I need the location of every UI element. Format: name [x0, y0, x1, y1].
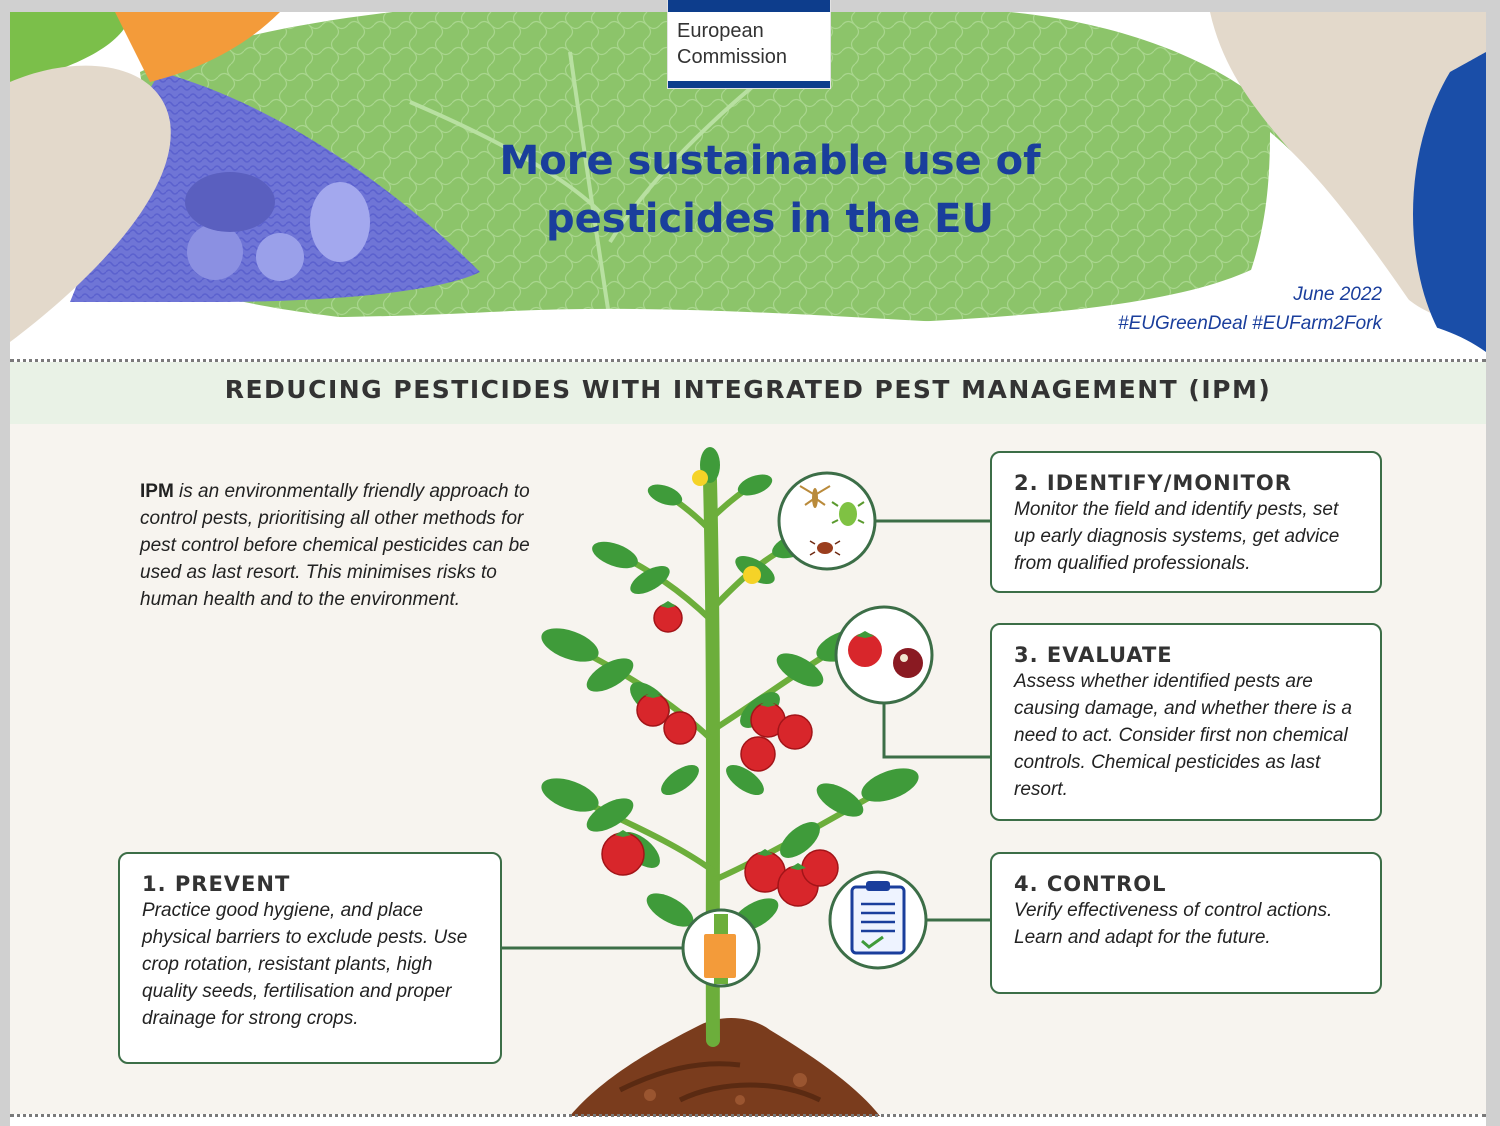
step-control-box — [990, 852, 1382, 994]
step-prevent-text: Practice good hygiene, and place physical barriers to exclude pests. Use crop rotation, resistant plants, high quality seeds, fertilisation and proper drainage for strong crops. — [142, 900, 468, 1029]
intro-term: IPM — [140, 481, 174, 502]
step-evaluate-box — [990, 623, 1382, 821]
step-evaluate-title: 3. EVALUATE — [1014, 643, 1173, 667]
publication-date: June 2022 — [1293, 284, 1382, 305]
step-identify-box — [990, 451, 1382, 593]
logo-text: European Commission — [677, 20, 788, 68]
step-prevent-title: 1. PREVENT — [142, 872, 291, 896]
diseased-tomato-icon — [836, 607, 932, 703]
step-identify-text: Monitor the field and identify pests, set up early diagnosis systems, get advice from qualified professionals. — [1014, 499, 1340, 574]
divider-bottom — [10, 1114, 1486, 1117]
page-title: More sustainable use of pesticides in the EU — [499, 138, 1041, 242]
step-prevent-box — [118, 852, 502, 1064]
step-identify-title: 2. IDENTIFY/MONITOR — [1014, 471, 1292, 495]
stem-barrier-icon — [683, 910, 759, 986]
step-control-text: Verify effectiveness of control actions. Learn and adapt for the future. — [1014, 900, 1333, 948]
clipboard-check-icon — [830, 872, 926, 968]
step-evaluate-text: Assess whether identified pests are causing damage, and whether there is a need to act. Consider first non chemical controls. Chemical pesticides as last resort. — [1014, 671, 1352, 800]
section-title: REDUCING PESTICIDES WITH INTEGRATED PEST MANAGEMENT (IPM) — [224, 375, 1272, 404]
hashtags: #EUGreenDeal #EUFarm2Fork — [1118, 313, 1382, 334]
insects-icon — [779, 473, 875, 569]
step-control-title: 4. CONTROL — [1014, 872, 1167, 896]
intro-text: is an environmentally friendly approach to control pests, prioritising all other methods for pest control before chemical pesticides can be used as last resort. This minimises risks to human health and to the environment. — [140, 481, 530, 610]
